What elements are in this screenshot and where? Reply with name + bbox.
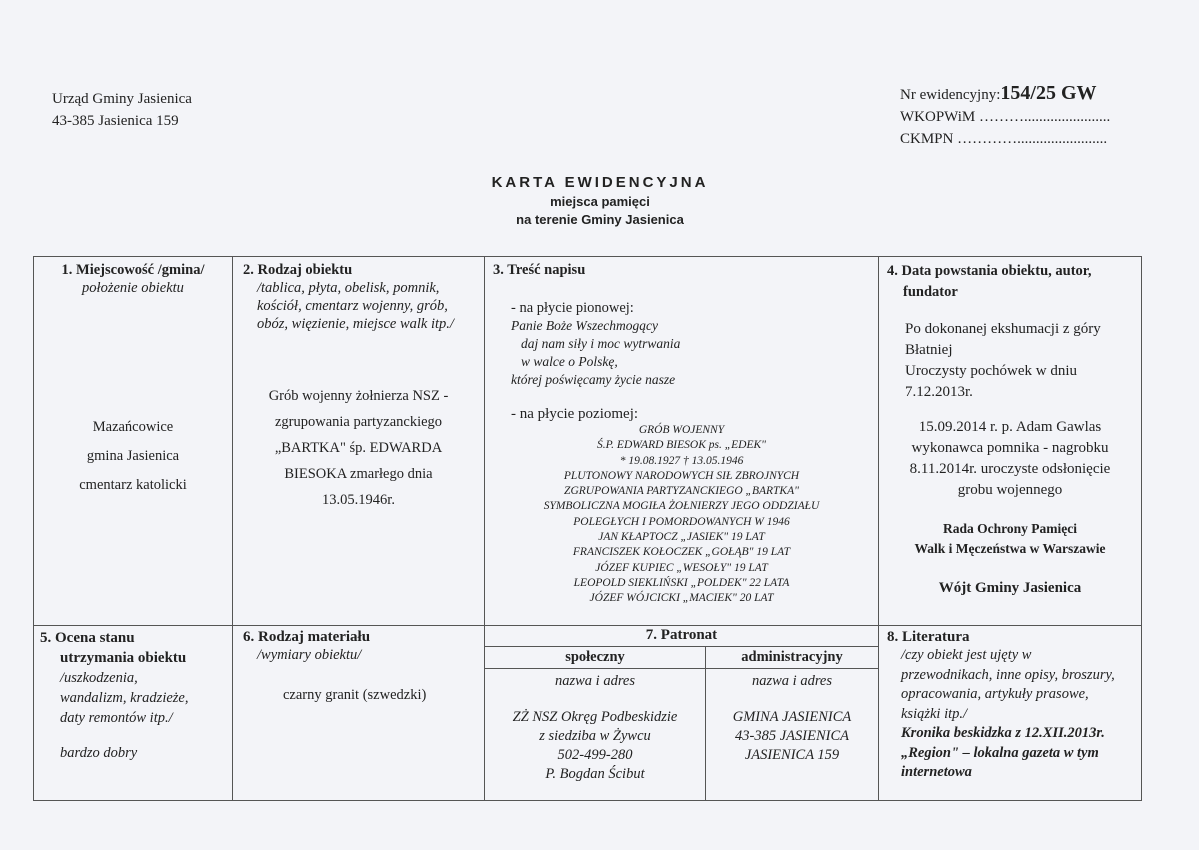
page-title: KARTA EWIDENCYJNA (491, 174, 709, 191)
object-type-sub (257, 279, 484, 333)
literature-head: 8. Literatura (887, 629, 970, 645)
text-line: w walce o Polskę, (521, 354, 618, 369)
text-line: „BARTKA" śp. EDWARDA (274, 440, 443, 456)
literature-sub (901, 646, 1141, 724)
text-line: utrzymania obiektu (60, 650, 187, 666)
inscription-head: 3. Treść napisu (493, 262, 586, 278)
origin-head (887, 261, 1141, 303)
origin-council (879, 519, 1141, 559)
admin-caption: nazwa i adres (751, 673, 833, 689)
social-head: społeczny (485, 647, 705, 669)
text-line: Walk i Męczeństwa w Warszawie (914, 541, 1106, 556)
text-line: 7.12.2013r. (905, 384, 973, 400)
text-line: 15.09.2014 r. p. Adam Gawlas (918, 419, 1102, 435)
vertical-plate-label: - na płycie pionowej: (511, 300, 634, 316)
text-line: 5. Ocena stanu (40, 630, 135, 646)
object-type-value (233, 383, 484, 513)
text-line: „Region" – lokalna gazeta w tym (901, 744, 1099, 761)
text-line: wandalizm, kradzieże, (60, 690, 189, 706)
origin-exhumation (905, 319, 1141, 403)
text-line: Rada Ochrony Pamięci (943, 521, 1077, 536)
cell-condition (33, 625, 233, 801)
location-cemetery: cmentarz katolicki (79, 477, 187, 493)
text-line: daty remontów itp./ (60, 710, 173, 726)
text-line: fundator (903, 284, 958, 300)
inscription-line: PLUTONOWY NARODOWYCH SIŁ ZBROJNYCH (563, 469, 800, 482)
inscription-line: SYMBOLICZNA MOGIŁA ŻOŁNIERZY JEGO ODDZIAŁU (543, 500, 820, 513)
condition-head (40, 628, 232, 668)
patronage-head: 7. Patronat (645, 627, 718, 643)
patronage-head-cell (484, 625, 879, 647)
admin-head: administracyjny (706, 647, 878, 669)
office-name: Urząd Gminy Jasienica (52, 91, 192, 107)
inscription-line: * 19.08.1927 † 13.05.1946 (619, 454, 744, 467)
horizontal-plate-text (485, 423, 878, 607)
text-line: Błatniej (905, 342, 953, 358)
text-line: P. Bogdan Ścibut (545, 766, 645, 782)
cell-patronage-social (484, 646, 706, 801)
text-line: obóz, więzienie, miejsce walk itp./ (257, 316, 454, 332)
text-line: Grób wojenny żołnierza NSZ - (268, 388, 449, 404)
text-line: 43-385 JASIENICA (735, 728, 849, 744)
text-line: Po dokonanej ekshumacji z góry (905, 321, 1101, 337)
text-line: GMINA JASIENICA (732, 709, 852, 725)
origin-monument (879, 417, 1141, 501)
inscription-line: GRÓB WOJENNY (638, 424, 725, 436)
horizontal-plate-label: - na płycie poziomej: (511, 406, 639, 422)
text-line: Kronika beskidzka z 12.XII.2013r. (901, 725, 1105, 741)
cell-inscription (484, 256, 879, 626)
material-head: 6. Rodzaj materiału (243, 629, 371, 645)
subtitle-1: miejsca pamięci (550, 194, 650, 209)
text-line: /uszkodzenia, (60, 670, 138, 686)
inscription-line: POLEGŁYCH I POMORDOWANYCH W 1946 (573, 515, 790, 528)
cell-material (232, 625, 485, 801)
text-line: przewodnikach, inne opisy, broszury, (901, 666, 1115, 683)
location-value (34, 413, 232, 500)
registry-numbers (900, 82, 1110, 150)
cell-patronage-admin (705, 646, 879, 801)
text-line: 13.05.1946r. (322, 492, 395, 508)
text-line: której poświęcamy życie nasze (511, 372, 676, 387)
text-line: 502-499-280 (557, 747, 633, 763)
social-value (485, 708, 705, 784)
nr-ewidencyjny (900, 82, 1110, 106)
text-line: ZŻ NSZ Okręg Podbeskidzie (512, 709, 678, 725)
admin-value (706, 708, 878, 765)
location-sub: położenie obiektu (82, 280, 184, 296)
cell-literature (878, 625, 1142, 801)
inscription-line: JÓZEF WÓJCICKI „MACIEK" 20 LAT (589, 592, 774, 605)
office-address (52, 88, 192, 132)
office-street: 43-385 Jasienica 159 (52, 113, 179, 129)
text-line: wykonawca pomnika - nagrobku (911, 440, 1109, 456)
text-line: opracowania, artykuły prasowe, (901, 686, 1089, 702)
title-block (400, 174, 800, 227)
text-line: BIESOKA zmarłego dnia (284, 466, 433, 482)
location-village: Mazańcowice (92, 419, 174, 435)
text-line: 8.11.2014r. uroczyste odsłonięcie (909, 461, 1111, 477)
material-value: czarny granit (szwedzki) (283, 687, 427, 703)
ckmpn: CKMPN …………........................ (900, 131, 1108, 147)
origin-mayor: Wójt Gminy Jasienica (938, 580, 1082, 596)
cell-location (33, 256, 233, 626)
vertical-plate-text (511, 317, 878, 389)
literature-value (901, 724, 1141, 783)
cell-origin (878, 256, 1142, 626)
wkopwim: WKOPWiM ………....................... (900, 109, 1111, 125)
text-line: internetowa (901, 764, 972, 780)
text-line: Uroczysty pochówek w dniu (905, 363, 1078, 379)
location-head: 1. Miejscowość /gmina/ (61, 262, 205, 278)
text-line: zgrupowania partyzanckiego (274, 414, 443, 430)
inscription-line: JAN KŁAPTOCZ „JASIEK" 19 LAT (598, 531, 765, 544)
material-sub: /wymiary obiektu/ (257, 647, 362, 663)
nr-value: 154/25 GW (1000, 82, 1097, 104)
inscription-line: FRANCISZEK KOŁOCZEK „GOŁĄB" 19 LAT (572, 546, 791, 559)
text-line: /czy obiekt jest ujęty w (901, 647, 1032, 663)
inscription-line: JÓZEF KUPIEC „WESOŁY" 19 LAT (595, 561, 768, 574)
text-line: 4. Data powstania obiektu, autor, (887, 263, 1092, 279)
object-type-head: 2. Rodzaj obiektu (243, 262, 353, 278)
text-line: kościół, cmentarz wojenny, grób, (257, 298, 448, 314)
text-line: Panie Boże Wszechmogący (511, 318, 658, 333)
social-caption: nazwa i adres (554, 673, 636, 689)
location-commune: gmina Jasienica (86, 448, 180, 464)
text-line: /tablica, płyta, obelisk, pomnik, (257, 280, 440, 296)
inscription-line: LEOPOLD SIEKLIŃSKI „POLDEK" 22 LATA (573, 576, 790, 589)
text-line: książki itp./ (901, 705, 968, 722)
nr-label: Nr ewidencyjny: (900, 87, 1001, 103)
text-line: z siedziba w Żywcu (539, 728, 651, 744)
text-line: JASIENICA 159 (744, 747, 840, 763)
cell-object-type (232, 256, 485, 626)
condition-value: bardzo dobry (60, 745, 138, 761)
inscription-line: ZGRUPOWANIA PARTYZANCKIEGO „BARTKA" (564, 485, 799, 498)
inscription-line: Ś.P. EDWARD BIESOK ps. „EDEK" (597, 439, 766, 452)
text-line: grobu wojennego (957, 482, 1063, 498)
text-line: daj nam siły i moc wytrwania (521, 336, 681, 351)
subtitle-2: na terenie Gminy Jasienica (516, 212, 684, 227)
condition-sub (60, 668, 232, 728)
